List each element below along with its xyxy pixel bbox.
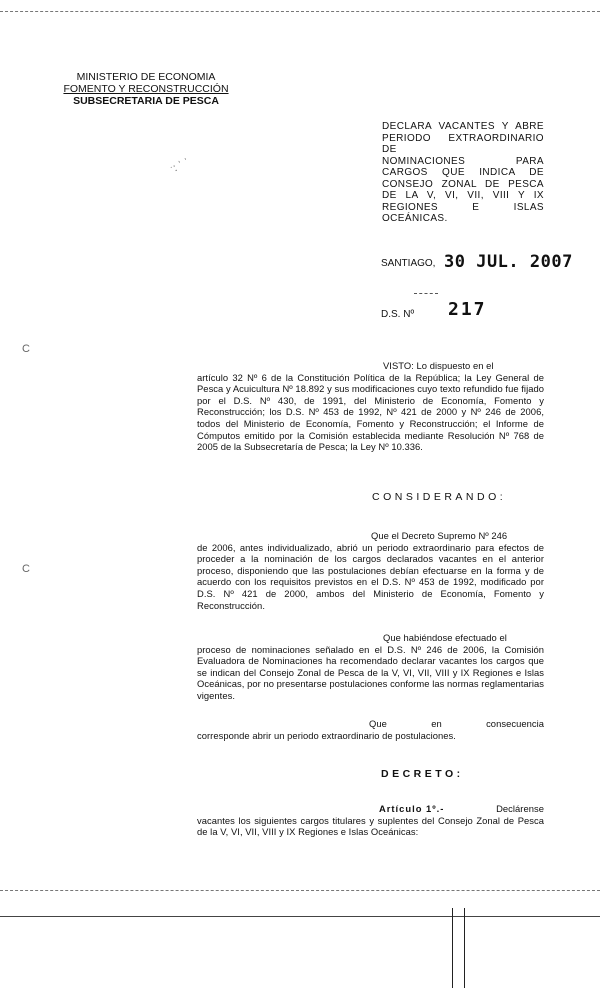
decree-number-value: 217 xyxy=(448,299,487,320)
articulo-body: vacantes los siguientes cargos titulares y suplentes del Consejo Zonal de Pesca de la V, VI, VII, VIII y IX Regiones e Islas Oceánicas: xyxy=(197,814,544,838)
bottom-edge-line xyxy=(0,916,600,917)
articulo-first-line xyxy=(197,803,544,815)
ministry-header xyxy=(62,71,230,107)
bottom-fold-line xyxy=(0,890,600,891)
articulo-label: Artículo 1º.- xyxy=(379,803,445,814)
title-line: CONSEJO ZONAL DE PESCA xyxy=(382,178,544,190)
ministry-name: MINISTERIO DE ECONOMIA xyxy=(76,71,216,83)
considerando-paragraph-3 xyxy=(197,718,544,741)
document-title xyxy=(382,121,544,225)
ministry-name-2: FOMENTO Y RECONSTRUCCIÓN xyxy=(63,83,229,95)
visto-first-line: VISTO: Lo dispuesto en el xyxy=(383,360,494,371)
edge-vertical-line xyxy=(464,908,465,988)
top-fold-line xyxy=(0,11,600,12)
visto-body: artículo 32 Nº 6 de la Constitución Política de la República; la Ley General de Pesca y Acuicultura Nº 18.892 y sus modificaciones cuyo texto refundido fue fijado por el D.S. Nº 430, de 1991, del Ministerio de Economía, Fomento y Reconstrucción; los D.S. Nº 453 de 1992, Nº 421 de 2000 y Nº 246 de 2006, todos del Ministerio de Economía, Fomento y Reconstrucción; el Informe de Cómputos emitido por la Comisión establecida mediante Resolución Nº 768 de 2005 de la Subsecretaría de Pesca; la Ley Nº 10.336. xyxy=(197,371,544,453)
edge-vertical-line xyxy=(452,908,453,988)
paragraph-first-line: Que el Decreto Supremo Nº 246 xyxy=(371,530,508,541)
title-line: CARGOS QUE INDICA DE xyxy=(382,167,544,178)
stamp-mark: ˑ: ʾ ˈ xyxy=(168,156,192,176)
title-line: OCEÁNICAS. xyxy=(382,213,448,224)
paragraph-first-line: Que en consecuencia xyxy=(369,718,544,729)
hole-punch-mark: C xyxy=(22,343,30,355)
considerando-paragraph-2 xyxy=(197,632,544,702)
visto-section xyxy=(197,360,544,453)
paragraph-body: de 2006, antes individualizado, abrió un periodo extraordinario para efectos de proceder a la nominación de los cargos declarados vacantes en el anterior proceso, disponiendo que las postulaciones debían efectuarse en la forma y de acuerdo con los requisitos previstos en el D.S. Nº 453 de 1992, modificado por D.S. Nº 421 de 2000, ambos del Ministerio de Economía, Fomento y Reconstrucción. xyxy=(197,541,544,611)
date-value: 30 JUL. 2007 xyxy=(444,252,573,272)
articulo-1 xyxy=(197,803,544,838)
subsecretaria-name: SUBSECRETARIA DE PESCA xyxy=(73,95,219,107)
number-underline-mark xyxy=(414,293,438,294)
title-line: PERIODO EXTRAORDINARIO DE xyxy=(382,132,544,155)
hole-punch-mark: C xyxy=(22,563,30,575)
paragraph-body: proceso de nominaciones señalado en el D.S. Nº 246 de 2006, la Comisión Evaluadora de Nominaciones ha recomendado declarar vacantes los cargos que se indican del Consejo Zonal de Pesca de la V, VI, VII, VIII y IX Regiones e Islas Oceánicas, por no presentarse postulaciones conforme las normas reglamentarias vigentes. xyxy=(197,643,544,701)
title-line: REGIONES E ISLAS xyxy=(382,201,544,213)
paragraph-first-line: Que habiéndose efectuado el xyxy=(383,632,507,643)
title-line: NOMINACIONES PARA xyxy=(382,155,544,167)
date-label: SANTIAGO, xyxy=(381,258,436,269)
decreto-heading: DECRETO: xyxy=(381,768,464,780)
paragraph-body: corresponde abrir un periodo extraordinario de postulaciones. xyxy=(197,729,456,741)
considerando-paragraph-1 xyxy=(197,530,544,611)
considerando-heading: CONSIDERANDO: xyxy=(372,491,507,503)
decree-number-label: D.S. Nº xyxy=(381,309,415,320)
title-line: DECLARA VACANTES Y ABRE xyxy=(382,121,544,132)
title-line: DE LA V, VI, VII, VIII Y IX xyxy=(382,190,544,201)
articulo-first-word: Declárense xyxy=(496,803,544,814)
